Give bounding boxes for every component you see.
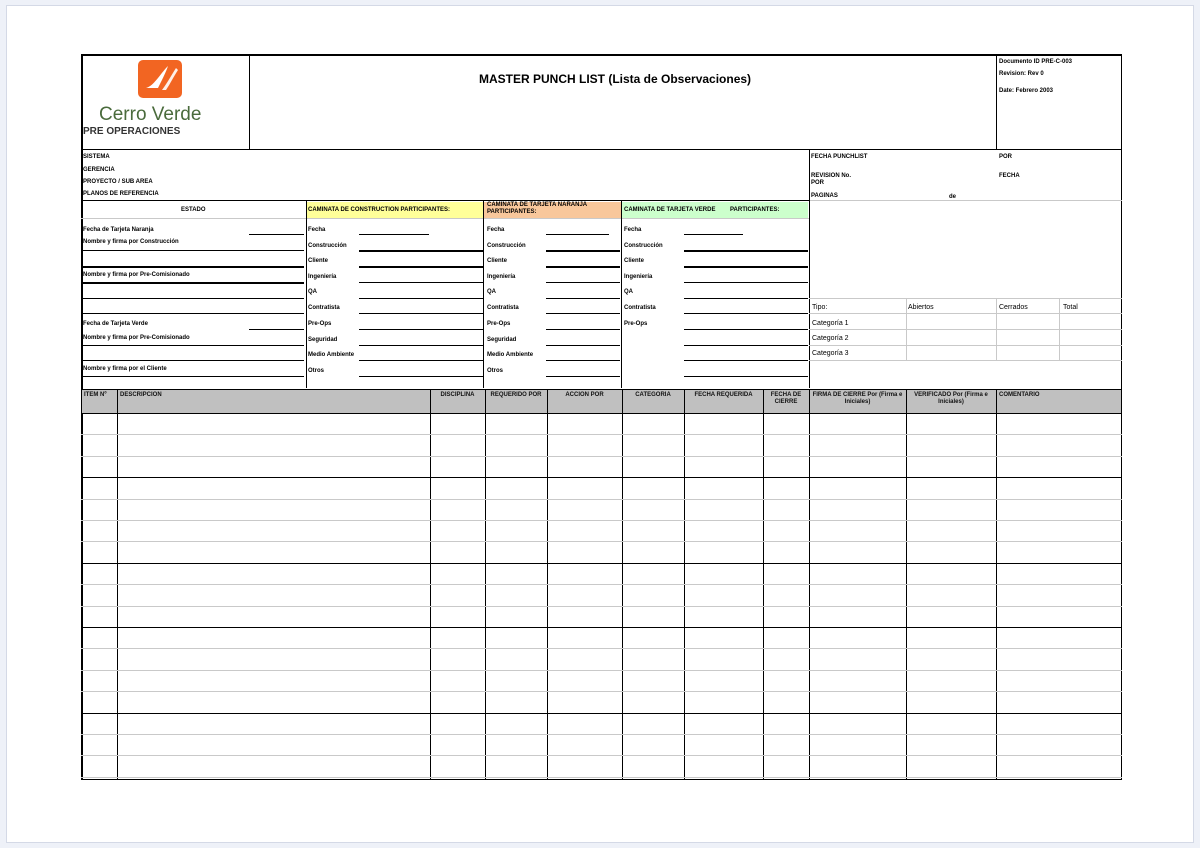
fecha-punchlist-label: FECHA PUNCHLIST: [811, 154, 868, 160]
tipo-label: Tipo:: [812, 304, 828, 311]
table-row[interactable]: [82, 607, 1121, 627]
naranja-field-5: Contratista: [487, 305, 519, 311]
rule: [83, 250, 304, 251]
table-row[interactable]: [82, 692, 1121, 712]
rule: [81, 218, 809, 219]
rule: [359, 282, 483, 283]
cerro-verde-logo-icon: [138, 60, 182, 98]
table-row[interactable]: [82, 521, 1121, 541]
table-row[interactable]: [82, 714, 1121, 734]
nombre-precomisionado-label: Nombre y firma por Pre-Comisionado: [83, 272, 190, 278]
column-header: ITEM Nº: [84, 392, 107, 398]
rule: [684, 234, 743, 235]
verde-walk-title: CAMINATA DE TARJETA VERDE: [624, 207, 716, 213]
rule: [359, 250, 483, 252]
sistema-label: SISTEMA: [83, 154, 110, 160]
abiertos-label: Abiertos: [908, 304, 934, 311]
rule: [996, 54, 997, 149]
construction-field-0: Fecha: [308, 227, 326, 233]
verde-field-3: Ingeniería: [624, 274, 653, 280]
rule: [684, 250, 808, 252]
rule: [684, 298, 808, 299]
rule: [81, 54, 1122, 56]
rule: [684, 329, 808, 330]
rule: [546, 313, 620, 314]
naranja-walk-title: CAMINATA DE TARJETA NARANJA PARTICIPANTES:: [487, 202, 587, 215]
rule: [996, 298, 997, 360]
rule: [83, 360, 304, 361]
rule: [83, 266, 304, 268]
rule: [81, 389, 1122, 390]
categoria-3-label: Categoría 3: [812, 350, 849, 357]
cerrados-label: Cerrados: [999, 304, 1028, 311]
por-label: POR: [811, 180, 825, 186]
construction-field-2: Cliente: [308, 258, 329, 264]
column-header: DESCRIPCION: [120, 392, 162, 398]
rule: [809, 200, 1122, 201]
naranja-field-3: Ingeniería: [487, 274, 516, 280]
construction-field-6: Pre-Ops: [308, 321, 332, 327]
rule: [546, 298, 620, 299]
rule: [359, 360, 483, 361]
rule: [684, 282, 808, 283]
rule: [684, 345, 808, 346]
rule: [684, 266, 808, 268]
rule: [359, 345, 483, 346]
construction-field-3: Ingeniería: [308, 274, 337, 280]
rule: [83, 282, 304, 284]
rule: [81, 149, 1122, 150]
rule: [81, 777, 1122, 778]
categoria-1-label: Categoría 1: [812, 320, 849, 327]
rule: [81, 779, 1122, 780]
logo-subtitle: PRE OPERACIONES: [83, 126, 181, 137]
verde-field-6: Pre-Ops: [624, 321, 648, 327]
rule: [359, 329, 483, 330]
por-label: POR: [999, 154, 1013, 160]
naranja-field-6: Pre-Ops: [487, 321, 511, 327]
date-label: Date: Febrero 2003: [999, 88, 1054, 94]
punch-list-sheet: [6, 5, 1194, 843]
rule: [359, 234, 429, 235]
paginas-label: PAGINAS: [811, 193, 838, 199]
rule: [83, 345, 304, 346]
table-row[interactable]: [82, 671, 1121, 691]
page-title: MASTER PUNCH LIST (Lista de Observaciones): [479, 72, 752, 86]
naranja-field-0: Fecha: [487, 227, 505, 233]
table-row[interactable]: [82, 564, 1121, 584]
verde-field-2: Cliente: [624, 258, 645, 264]
rule: [546, 329, 620, 330]
planos-label: PLANOS DE REFERENCIA: [83, 191, 159, 197]
rule: [359, 266, 483, 268]
rule: [83, 376, 304, 377]
rule: [306, 200, 307, 388]
rule: [1059, 298, 1060, 360]
construction-field-8: Medio Ambiente: [308, 352, 355, 358]
table-row[interactable]: [82, 457, 1121, 477]
construction-field-4: QA: [308, 289, 317, 295]
revision-label: Revision: Rev 0: [999, 71, 1044, 77]
nombre-construccion-label: Nombre y firma por Construcción: [83, 239, 179, 245]
gerencia-label: GERENCIA: [83, 167, 115, 173]
rule: [249, 54, 250, 149]
column-header: FIRMA DE CIERRE Por (Firma e Iniciales): [812, 392, 903, 405]
naranja-field-8: Medio Ambiente: [487, 352, 534, 358]
construction-walk-title: CAMINATA DE CONSTRUCTION PARTICIPANTES:: [308, 207, 450, 213]
construction-field-9: Otros: [308, 368, 325, 374]
logo-text: Cerro Verde: [99, 104, 202, 125]
table-row[interactable]: [82, 414, 1121, 434]
naranja-field-7: Seguridad: [487, 337, 517, 343]
de-label: de: [949, 194, 957, 200]
verde-field-5: Contratista: [624, 305, 656, 311]
rule: [83, 313, 304, 314]
fecha-naranja-label: Fecha de Tarjeta Naranja: [83, 227, 154, 233]
column-header: FECHA DE CIERRE: [770, 392, 802, 405]
rule: [249, 234, 304, 235]
rule: [684, 313, 808, 314]
construction-field-7: Seguridad: [308, 337, 338, 343]
rule: [809, 313, 1122, 314]
document-id: Documento ID PRE-C-003: [999, 59, 1073, 65]
table-row[interactable]: [82, 478, 1121, 498]
rule: [483, 200, 484, 388]
table-row[interactable]: [82, 649, 1121, 669]
table-row[interactable]: [82, 542, 1121, 562]
rule: [359, 376, 483, 377]
rule: [81, 200, 809, 201]
rule: [359, 298, 483, 299]
rule: [684, 376, 808, 377]
naranja-field-4: QA: [487, 289, 496, 295]
verde-walk-participants: PARTICIPANTES:: [730, 207, 780, 213]
table-row[interactable]: [82, 628, 1121, 648]
rule: [809, 149, 810, 388]
rule: [249, 329, 304, 330]
rule: [83, 298, 304, 299]
table-row[interactable]: [82, 500, 1121, 520]
column-header: COMENTARIO: [999, 392, 1040, 398]
construction-field-1: Construcción: [308, 243, 347, 249]
categoria-2-label: Categoría 2: [812, 335, 849, 342]
verde-field-4: QA: [624, 289, 633, 295]
verde-field-0: Fecha: [624, 227, 642, 233]
rule: [809, 298, 1122, 299]
rule: [546, 345, 620, 346]
revision-no-label: REVISION No.: [811, 173, 852, 179]
rule: [684, 360, 808, 361]
fecha-verde-label: Fecha de Tarjeta Verde: [83, 321, 148, 327]
total-label: Total: [1063, 304, 1078, 311]
column-header: CATEGORIA: [635, 392, 671, 398]
table-row[interactable]: [82, 756, 1121, 776]
rule: [546, 234, 609, 235]
rule: [809, 345, 1122, 346]
rule: [906, 298, 907, 360]
nombre-precomisionado-label: Nombre y firma por Pre-Comisionado: [83, 335, 190, 341]
table-row[interactable]: [82, 435, 1121, 455]
rule: [546, 376, 620, 377]
rule: [546, 360, 620, 361]
column-header: REQUERIDO POR: [490, 392, 542, 398]
rule: [809, 329, 1122, 330]
column-header: ACCION POR: [565, 392, 604, 398]
table-row[interactable]: [82, 585, 1121, 605]
rule: [546, 266, 620, 268]
proyecto-label: PROYECTO / SUB AREA: [83, 179, 153, 185]
estado-title: ESTADO: [181, 207, 206, 213]
table-row[interactable]: [82, 735, 1121, 755]
fecha-label: FECHA: [999, 173, 1020, 179]
rule: [621, 200, 622, 388]
construction-field-5: Contratista: [308, 305, 340, 311]
naranja-field-1: Construcción: [487, 243, 526, 249]
rule: [359, 313, 483, 314]
column-header: VERIFICADO Por (Firma e Iniciales): [914, 392, 988, 405]
rule: [809, 360, 1122, 361]
column-header: FECHA REQUERIDA: [694, 392, 753, 398]
column-header: DISCIPLINA: [440, 392, 475, 398]
rule: [546, 282, 620, 283]
naranja-field-9: Otros: [487, 368, 504, 374]
verde-field-1: Construcción: [624, 243, 663, 249]
naranja-field-2: Cliente: [487, 258, 508, 264]
nombre-cliente-label: Nombre y firma por el Cliente: [83, 366, 167, 372]
rule: [546, 250, 620, 252]
